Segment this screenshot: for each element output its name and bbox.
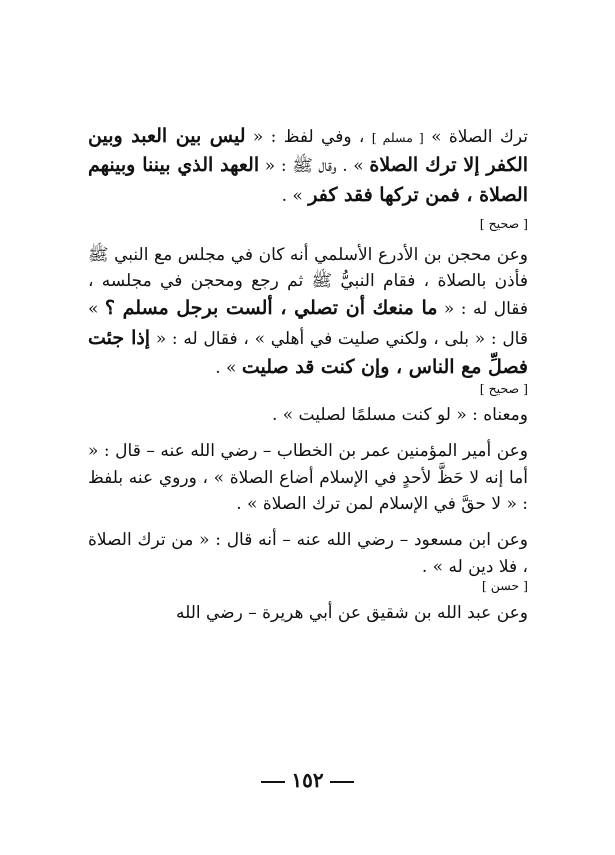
text-run: » قال : « بلى ، ولكني صليت في أهلي » ، فقال له : «: [88, 299, 528, 349]
grade-label: [ حسن ]: [481, 578, 528, 594]
text-run: وعن محجن بن الأدرع الأسلمي أنه كان في مجلس مع النبي ﷺ فأذن بالصلاة ، فقام النبيُّ ﷺ ثم رجع ومحجن في مجلسه ، فقال له : «: [88, 244, 528, 320]
page-number: [0, 768, 615, 792]
text-run: وعن عبد الله بن شقيق عن أبي هريرة – رضي الله: [175, 602, 528, 623]
hadith-quote: ما منعك أن تصلي ، ألست برجل مسلم ؟: [104, 297, 438, 320]
text-run: وعن أمير المؤمنين عمر بن الخطاب – رضي الله عنه – قال : « أما إنه لا حَظَّ لأحدٍ في الإسلام أضاع الصلاة » ، وروي عنه بلفظ : « لا حقَّ في الإسلام لمن ترك الصلاة » .: [88, 441, 528, 515]
text-run: وعن ابن مسعود – رضي الله عنه – أنه قال : « من ترك الصلاة ، فلا دين له » .: [88, 530, 528, 577]
grade-label: [ صحيح ]: [479, 216, 528, 232]
paragraph-5: [88, 527, 528, 580]
source-reference: [ مسلم ]: [371, 130, 424, 145]
text-run: ومعناه : « لو كنت مسلمًا لصليت » .: [271, 405, 528, 426]
hadith-quote: العهد الذي بيننا وبينهم الصلاة ، فمن تركها فقد كفر: [88, 154, 528, 206]
paragraph-6: [88, 600, 528, 626]
paragraph-3: [88, 402, 528, 428]
paragraph-1: [88, 122, 528, 210]
paragraph-4: [88, 438, 528, 517]
grade-label: [ صحيح ]: [479, 380, 528, 396]
hadith-quote: ليس بين العبد وبين الكفر إلا ترك الصلاة: [88, 125, 529, 177]
text-run: » . وقال ﷺ : «: [264, 156, 364, 177]
grade-row: [88, 379, 528, 398]
divider: [261, 781, 285, 783]
grade-row: [88, 576, 528, 595]
page-body: [88, 122, 528, 626]
paragraph-2: [88, 242, 528, 383]
text-run: » .: [281, 185, 303, 206]
hadith-quote: إذا جئت فصلِّ مع الناس ، وإن كنت قد صليت: [88, 326, 528, 379]
grade-row: [88, 214, 528, 233]
text-run: » .: [215, 358, 237, 379]
text-run: ترك الصلاة »: [431, 127, 529, 147]
divider: [330, 781, 354, 783]
page-number-label: ١٥٢: [291, 768, 324, 792]
text-run: ، وفي لفظ : «: [252, 127, 365, 147]
